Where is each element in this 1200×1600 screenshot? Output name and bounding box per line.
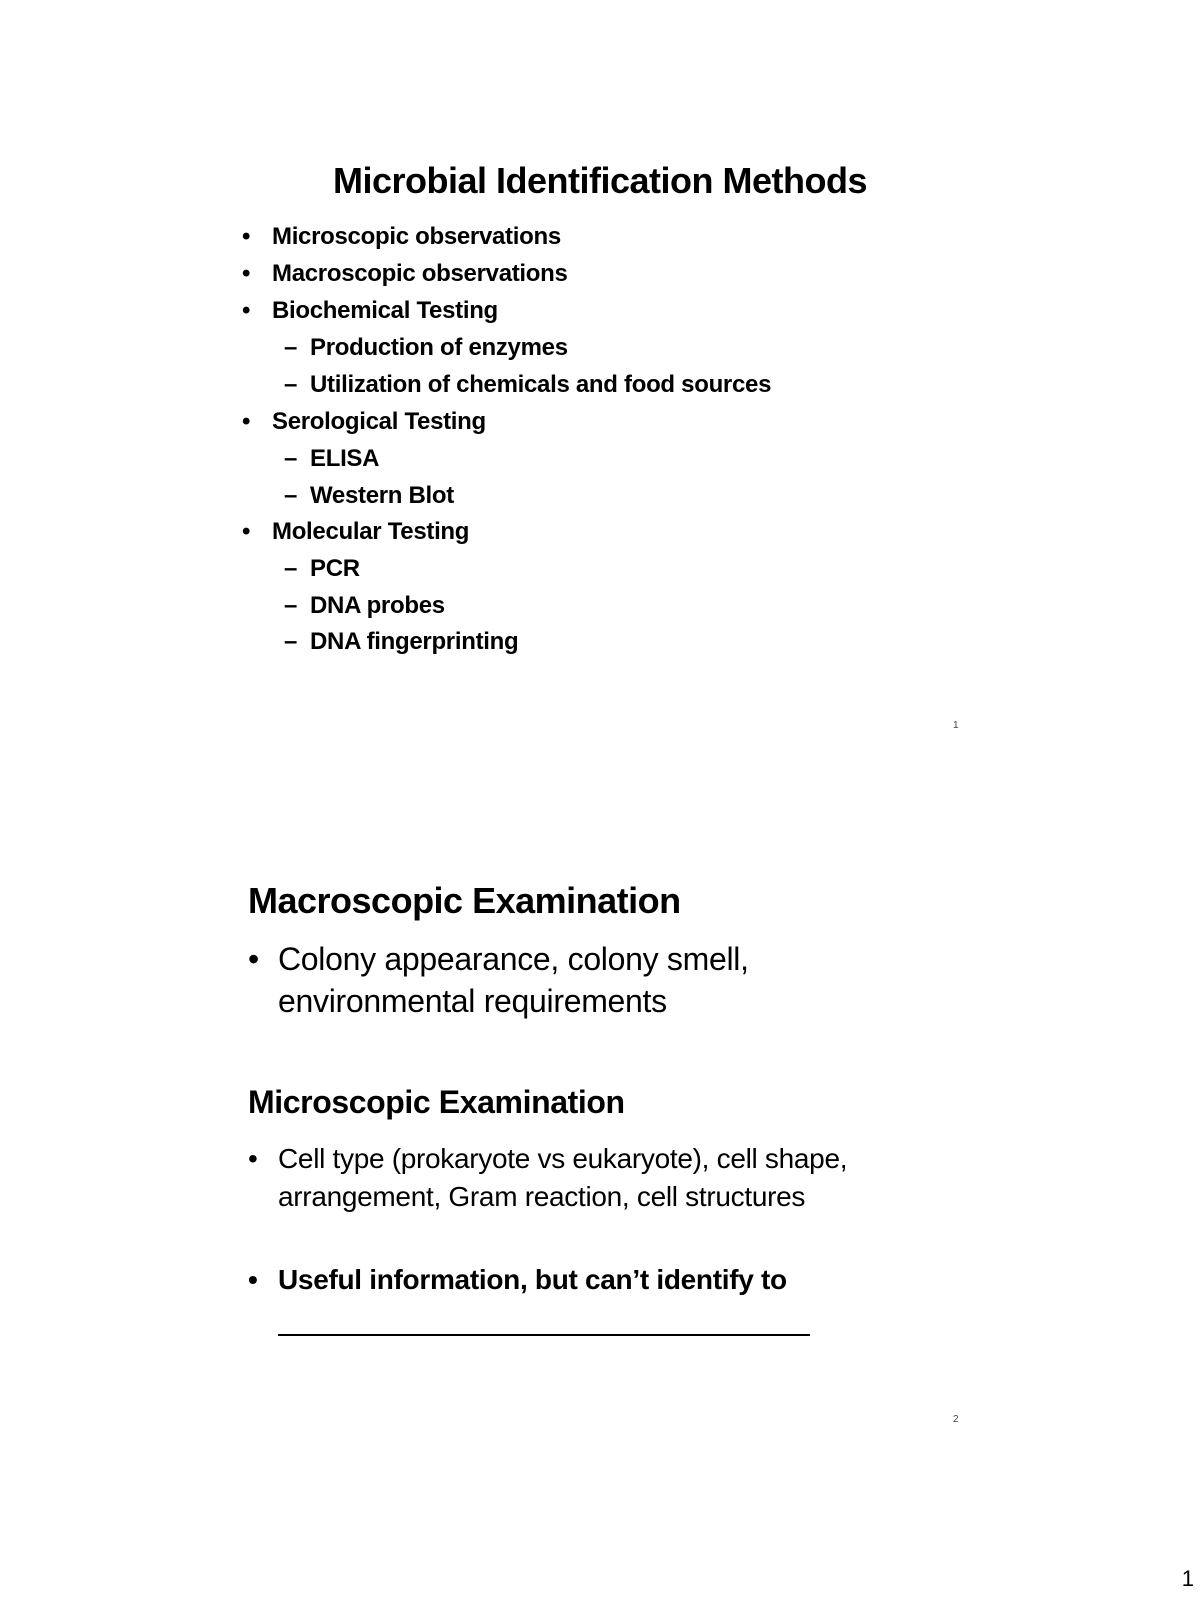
slide1-number: 1 [953,720,959,731]
bullet-glyph: • [242,518,251,545]
slide2-heading-microscopic: Microscopic Examination [248,1084,625,1120]
list-subitem: – Utilization of chemicals and food sources [284,371,772,398]
dash-glyph: – [284,592,298,619]
list-item: • Molecular Testing [242,518,470,545]
list-subitem: – Production of enzymes [284,334,568,361]
page-number: 1 [1181,1566,1194,1591]
list-item: • Biochemical Testing [242,297,498,324]
slide1-title: Microbial Identification Methods [332,160,868,201]
list-subitem: – DNA fingerprinting [284,628,519,655]
fill-in-blank-line [278,1334,810,1336]
list-item: • Serological Testing [242,408,486,435]
slide2-heading-macroscopic: Macroscopic Examination [248,880,681,921]
slide2-bullet-macroscopic: • Colony appearance, colony smell, environmental requirements [248,938,749,1022]
bullet-glyph: • [248,1143,258,1174]
bullet-glyph: • [248,1264,258,1295]
list-subitem: – ELISA [284,445,380,472]
dash-glyph: – [284,482,298,509]
bullet-glyph: • [242,260,251,287]
bullet-glyph: • [242,297,251,324]
dash-glyph: – [284,445,298,472]
dash-glyph: – [284,371,298,398]
bullet-glyph: • [242,408,251,435]
list-item: • Microscopic observations [242,223,561,250]
slide2-bullet-useful-info: • Useful information, but can’t identify to [248,1264,787,1295]
list-subitem: – DNA probes [284,592,445,619]
list-subitem: – Western Blot [284,482,454,509]
bullet-glyph: • [248,941,259,977]
dash-glyph: – [284,555,298,582]
list-item: • Macroscopic observations [242,260,568,287]
dash-glyph: – [284,628,298,655]
list-subitem: – PCR [284,555,360,582]
slide2-number: 2 [953,1414,959,1425]
bullet-glyph: • [242,223,251,250]
slide2-bullet-microscopic: • Cell type (prokaryote vs eukaryote), cell shape, arrangement, Gram reaction, cell structures [248,1140,847,1216]
dash-glyph: – [284,334,298,361]
